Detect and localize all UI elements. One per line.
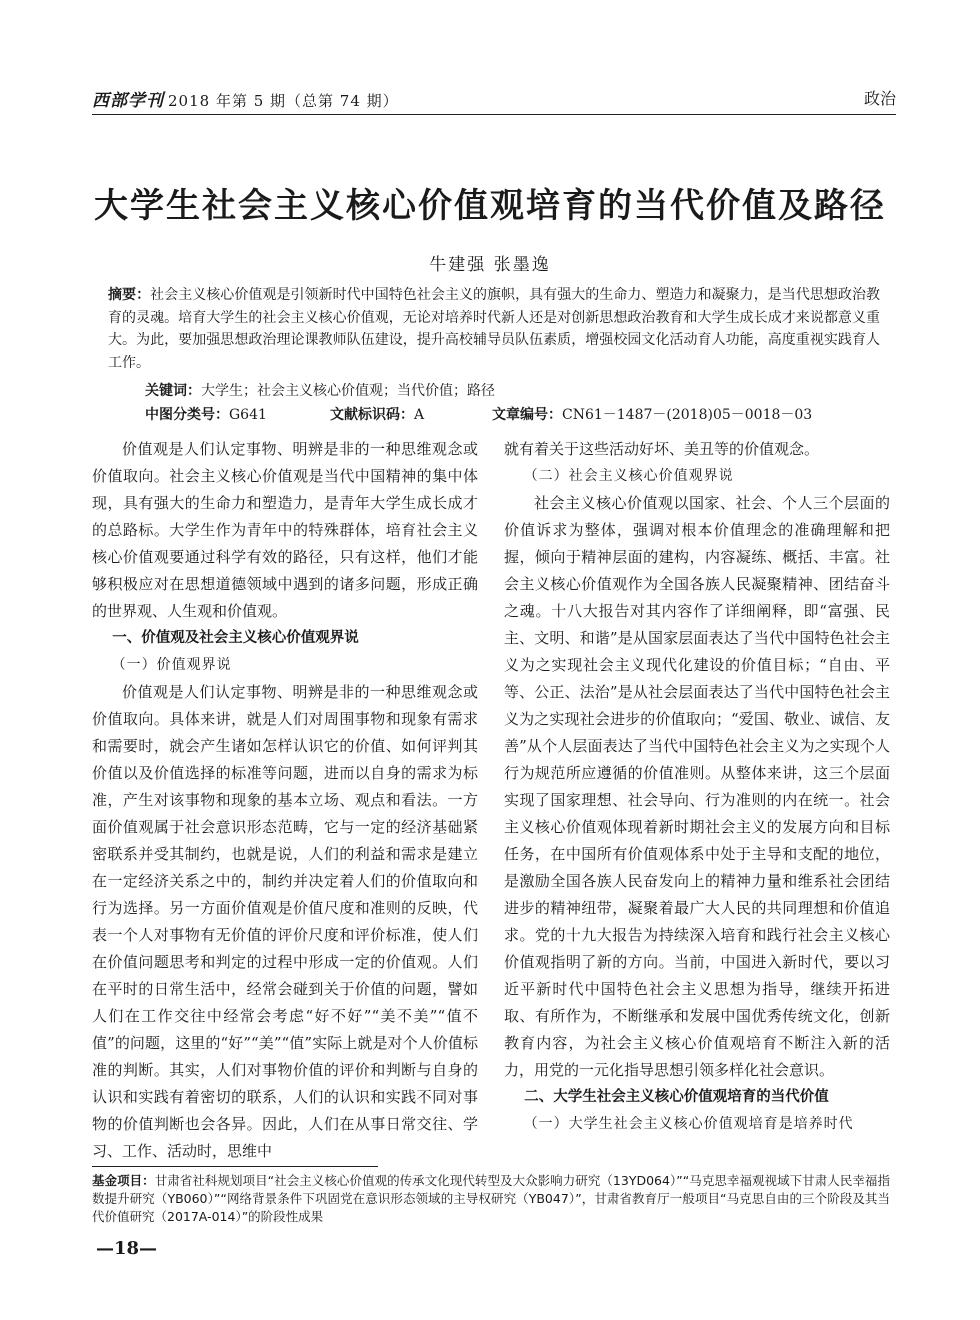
keywords-label: 关键词： <box>145 383 201 399</box>
footnote-label: 基金项目： <box>92 1173 155 1188</box>
journal-name: 西部学刊 <box>92 91 164 111</box>
article-number-label: 文章编号： <box>492 407 562 423</box>
subsection-heading: （一）大学生社会主义核心价值观培育是培养时代 <box>523 1116 854 1132</box>
paragraph: 价值观是人们认定事物、明辨是非的一种思维观念或价值取向。社会主义核心价值观是当代中国精神的集中体现，具有强大的生命力和塑造力，是青年大学生成长成才的总路标。大学生作为青年中的特殊群体，培育社会主义核心价值观要通过科学有效的路径，只有这样，他们才能够积极应对在思想道德领域中遇到的诸多问题，形成正确的世界观、人生观和价值观。 <box>92 440 478 620</box>
header-divider <box>92 114 896 115</box>
page-number: —18— <box>96 1238 158 1259</box>
clc-value: G641 <box>229 407 267 423</box>
doc-code-value: A <box>414 407 425 423</box>
running-header <box>92 86 399 111</box>
keywords-text: 大学生；社会主义核心价值观；当代价值；路径 <box>201 383 495 399</box>
footnote-text: 甘肃省社科规划项目“社会主义核心价值观的传承文化现代转型及大众影响力研究（13YD064）”“马克思幸福观视域下甘肃人民幸福指数提升研究（YB060）”“网络背景条件下巩固党在意识形态领域的主导权研究（YB047）”，甘肃省教育厅一般项目“马克思自由的三个阶段及其当代价值研究（2017A-014）”的阶段性成果 <box>92 1173 890 1224</box>
abstract-label: 摘要： <box>108 287 151 303</box>
section-heading: 一、价值观及社会主义核心价值观界说 <box>112 630 359 646</box>
section-heading: 二、大学生社会主义核心价值观培育的当代价值 <box>524 1089 829 1105</box>
clc-number <box>145 404 267 424</box>
body-column-right <box>504 436 890 1138</box>
subsection-heading: （一）价值观界说 <box>111 657 232 673</box>
body-column-left <box>92 436 478 1165</box>
abstract-text: 社会主义核心价值观是引领新时代中国特色社会主义的旗帜，具有强大的生命力、塑造力和凝聚力，是当代思想政治教育的灵魂。培育大学生的社会主义核心价值观，无论对培养时代新人还是对创新思想政治教育和大学生成长成才来说都意义重大。为此，要加强思想政治理论课教师队伍建设，提升高校辅导员队伍素质，增强校园文化活动育人功能，高度重视实践育人工作。 <box>108 287 881 371</box>
footnote-divider <box>92 1166 378 1167</box>
paragraph-continued: 就有着关于这些活动好坏、美丑等的价值观念。 <box>504 440 820 458</box>
document-code <box>330 404 424 424</box>
subsection-heading: （二）社会主义核心价值观界说 <box>523 468 734 484</box>
issue-info: 2018 年第 5 期（总第 74 期） <box>168 92 399 110</box>
authors: 牛建强 张墨逸 <box>429 255 551 275</box>
doc-code-label: 文献标识码： <box>330 407 414 423</box>
section-label: 政治 <box>863 89 896 108</box>
abstract <box>108 284 880 374</box>
article-title: 大学生社会主义核心价值观培育的当代价值及路径 <box>94 186 886 226</box>
article-number <box>492 404 812 424</box>
article-number-value: CN61－1487－(2018)05－0018－03 <box>562 407 813 423</box>
keywords <box>145 380 495 400</box>
paragraph: 价值观是人们认定事物、明辨是非的一种思维观念或价值取向。具体来讲，就是人们对周围事物和现象有需求和需要时，就会产生诸如怎样认识它的价值、如何评判其价值以及价值选择的标准等问题，进而以自身的需求为标准，产生对该事物和现象的基本立场、观点和看法。一方面价值观属于社会意识形态范畴，它与一定的经济基础紧密联系并受其制约，也就是说，人们的利益和需求是建立在一定经济关系之中的，制约并决定着人们的价值取向和行为选择。另一方面价值观是价值尺度和准则的反映，代表一个人对事物有无价值的评价尺度和评价标准，使人们在价值问题思考和判定的过程中形成一定的价值观。人们在平时的日常生活中，经常会碰到关于价值的问题，譬如人们在工作交往中经常会考虑“好不好”“美不美”“值不值”的问题，这里的“好”“美”“值”实际上就是对个人价值标准的判断。其实，人们对事物价值的评价和判断与自身的认识和实践有着密切的联系，人们的认识和实践不同对事物的价值判断也会各异。因此，人们在从事日常交往、学习、工作、活动时，思维中 <box>92 683 478 1160</box>
funding-footnote <box>92 1172 890 1226</box>
paragraph: 社会主义核心价值观以国家、社会、个人三个层面的价值诉求为整体，强调对根本价值理念的准确理解和把握，倾向于精神层面的建构，内容凝练、概括、丰富。社会主义核心价值观作为全国各族人民凝聚精神、团结奋斗之魂。十八大报告对其内容作了详细阐释，即“富强、民主、文明、和谐”是从国家层面表达了当代中国特色社会主义为之实现社会主义现代化建设的价值目标；“自由、平等、公正、法治”是从社会层面表达了当代中国特色社会主义为之实现社会进步的价值取向；“爱国、敬业、诚信、友善”从个人层面表达了当代中国特色社会主义为之实现个人行为规范所应遵循的价值准则。从整体来讲，这三个层面实现了国家理想、社会导向、行为准则的内在统一。社会主义核心价值观体现着新时期社会主义的发展方向和目标任务，在中国所有价值观体系中处于主导和支配的地位，是激励全国各族人民奋发向上的精神力量和维系社会团结进步的精神纽带，凝聚着最广大人民的共同理想和价值追求。党的十九大报告为持续深入培育和践行社会主义核心价值观指明了新的方向。当前，中国进入新时代，要以习近平新时代中国特色社会主义思想为指导，继续开拓进取、有所作为，不断继承和发展中国优秀传统文化，创新教育内容，为社会主义核心价值观培育不断注入新的活力，用党的一元化指导思想引领多样化社会意识。 <box>504 494 890 1079</box>
clc-label: 中图分类号： <box>145 407 229 423</box>
